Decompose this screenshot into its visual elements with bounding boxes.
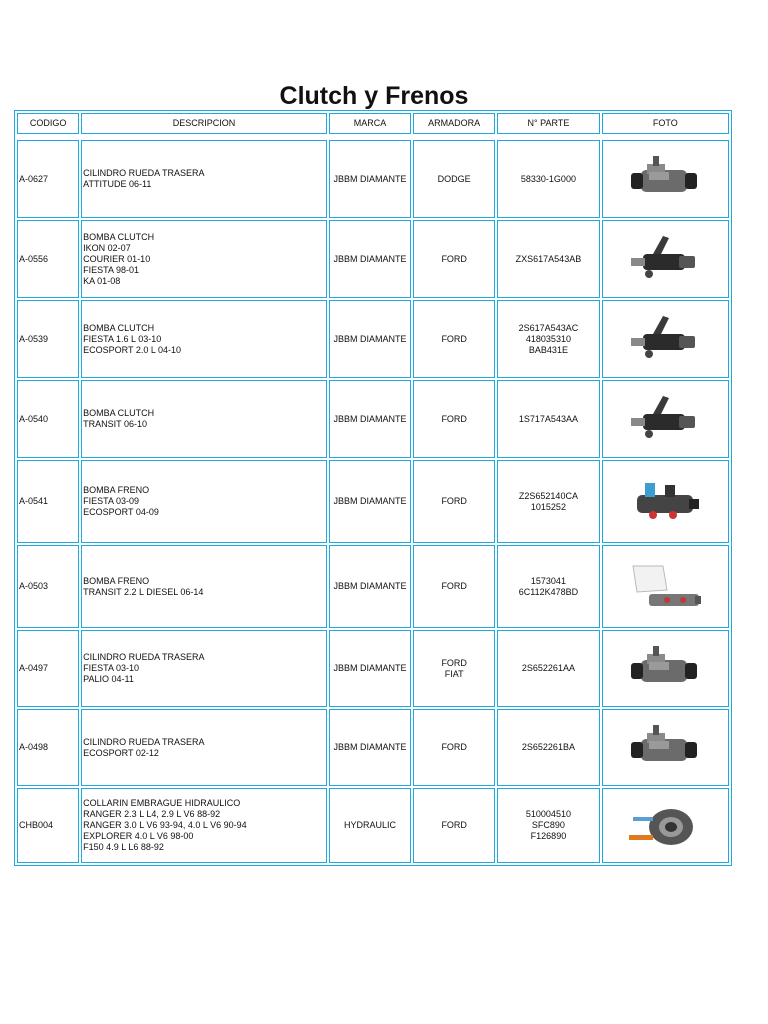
cell-descripcion — [81, 300, 327, 378]
clutch-release-bearing-photo-svg — [623, 795, 707, 857]
cell-descripcion — [81, 220, 327, 298]
parte-line: 6C112K478BD — [518, 586, 579, 597]
cell-armadora — [413, 380, 495, 458]
descripcion-line: EXPLORER 4.0 L V6 98-00 — [83, 831, 194, 841]
descripcion-line: CILINDRO RUEDA TRASERA — [83, 736, 205, 747]
table-row — [17, 545, 729, 628]
descripcion-line: TRANSIT 2.2 L DIESEL 06-14 — [83, 586, 204, 597]
armadora-line: FORD — [441, 333, 467, 344]
table-row — [17, 220, 729, 298]
cell-marca: JBBM DIAMANTE — [329, 140, 411, 218]
descripcion-line: RANGER 3.0 L V6 93-94, 4.0 L V6 90-94 — [83, 820, 247, 830]
table-row — [17, 788, 729, 863]
cell-foto — [602, 630, 729, 707]
descripcion-line: ATTITUDE 06-11 — [83, 179, 152, 189]
parte-line: 1573041 — [530, 575, 566, 586]
cell-codigo: A-0503 — [17, 545, 79, 628]
cell-armadora — [413, 788, 495, 863]
cell-parte — [497, 140, 599, 218]
cell-parte — [497, 630, 599, 707]
cell-marca: JBBM DIAMANTE — [329, 709, 411, 786]
descripcion-line: BOMBA FRENO — [83, 575, 150, 586]
cell-armadora — [413, 545, 495, 628]
cell-descripcion — [81, 460, 327, 543]
armadora-line: FIAT — [444, 668, 464, 679]
parte-line: BAB431E — [528, 344, 568, 355]
table-row — [17, 460, 729, 543]
descripcion-line: IKON 02-07 — [83, 242, 131, 253]
brake-master-cylinder-photo-svg — [623, 471, 707, 533]
cell-foto — [602, 545, 729, 628]
cell-armadora — [413, 709, 495, 786]
descripcion-line: BOMBA CLUTCH — [83, 408, 155, 418]
table-row — [17, 380, 729, 458]
table-body — [17, 140, 729, 863]
wheel-cylinder-photo-svg — [623, 638, 707, 700]
cell-codigo: A-0556 — [17, 220, 79, 298]
cell-codigo: A-0498 — [17, 709, 79, 786]
descripcion-line: FIESTA 98-01 — [83, 264, 140, 275]
descripcion-line: COLLARIN EMBRAGUE HIDRAULICO — [83, 798, 241, 808]
cell-foto — [602, 380, 729, 458]
descripcion-line: TRANSIT 06-10 — [83, 419, 148, 429]
cell-descripcion — [81, 788, 327, 863]
cell-foto — [602, 709, 729, 786]
cell-foto — [602, 300, 729, 378]
wheel-cylinder-photo-svg — [623, 148, 707, 210]
table-row — [17, 709, 729, 786]
header-marca: MARCA — [329, 113, 411, 134]
descripcion-line: BOMBA FRENO — [83, 485, 150, 495]
armadora-line: FORD — [441, 742, 467, 752]
parte-line: SFC890 — [531, 820, 565, 830]
cell-descripcion — [81, 140, 327, 218]
cell-parte — [497, 709, 599, 786]
cell-foto — [602, 788, 729, 863]
armadora-line: FORD — [441, 820, 467, 830]
armadora-line: FORD — [441, 496, 467, 506]
descripcion-line: BOMBA CLUTCH — [83, 322, 155, 333]
cell-codigo: CHB004 — [17, 788, 79, 863]
header-foto: FOTO — [602, 113, 729, 134]
page-title: Clutch y Frenos — [279, 82, 469, 110]
descripcion-line: ECOSPORT 02-12 — [83, 747, 159, 758]
cell-marca: JBBM DIAMANTE — [329, 380, 411, 458]
table-row — [17, 140, 729, 218]
parte-line: ZXS617A543AB — [515, 253, 582, 264]
cell-foto — [602, 140, 729, 218]
header-spacer — [17, 136, 729, 138]
cell-codigo: A-0540 — [17, 380, 79, 458]
clutch-master-cylinder-photo-svg — [623, 228, 707, 290]
armadora-line: FORD — [441, 581, 467, 591]
parte-line: 1S717A543AA — [518, 413, 578, 424]
wheel-cylinder-photo — [604, 638, 727, 700]
cell-armadora — [413, 220, 495, 298]
cell-marca: JBBM DIAMANTE — [329, 545, 411, 628]
cell-codigo: A-0627 — [17, 140, 79, 218]
descripcion-line: FIESTA 03-10 — [83, 663, 140, 673]
table-header-row — [17, 113, 729, 134]
descripcion-line: FIESTA 1.6 L 03-10 — [83, 333, 162, 344]
cell-parte — [497, 545, 599, 628]
cell-armadora — [413, 140, 495, 218]
cell-parte — [497, 788, 599, 863]
parte-line: 2S652261AA — [521, 663, 575, 673]
cell-codigo: A-0539 — [17, 300, 79, 378]
descripcion-line: CILINDRO RUEDA TRASERA — [83, 652, 205, 662]
clutch-master-cylinder-photo — [604, 388, 727, 450]
armadora-line: FORD — [441, 253, 467, 264]
cell-marca: JBBM DIAMANTE — [329, 630, 411, 707]
clutch-master-cylinder-photo — [604, 228, 727, 290]
parte-line: 58330-1G000 — [520, 173, 576, 184]
brake-master-cylinder-photo — [604, 471, 727, 533]
descripcion-line: KA 01-08 — [83, 275, 121, 286]
cell-parte — [497, 300, 599, 378]
cell-marca: JBBM DIAMANTE — [329, 460, 411, 543]
cell-foto — [602, 220, 729, 298]
cell-marca: HYDRAULIC — [329, 788, 411, 863]
cell-parte — [497, 220, 599, 298]
descripcion-line: ECOSPORT 04-09 — [83, 507, 159, 517]
descripcion-line: FIESTA 03-09 — [83, 496, 140, 506]
parte-line: 510004510 — [525, 809, 571, 819]
clutch-master-cylinder-photo — [604, 308, 727, 370]
cell-armadora — [413, 300, 495, 378]
cell-descripcion — [81, 380, 327, 458]
armadora-line: FORD — [441, 657, 467, 668]
clutch-release-bearing-photo — [604, 795, 727, 857]
wheel-cylinder-photo — [604, 148, 727, 210]
descripcion-line: PALIO 04-11 — [83, 674, 134, 684]
descripcion-line: CILINDRO RUEDA TRASERA — [83, 168, 205, 178]
cell-marca: JBBM DIAMANTE — [329, 300, 411, 378]
cell-armadora — [413, 630, 495, 707]
cell-armadora — [413, 460, 495, 543]
descripcion-line: ECOSPORT 2.0 L 04-10 — [83, 344, 182, 355]
cell-foto — [602, 460, 729, 543]
brake-master-cylinder-reservoir-photo — [604, 556, 727, 618]
clutch-master-cylinder-photo-svg — [623, 388, 707, 450]
cell-parte — [497, 380, 599, 458]
parte-line: 2S617A543AC — [518, 322, 579, 333]
header-codigo: CODIGO — [17, 113, 79, 134]
parte-line: 1015252 — [530, 501, 566, 512]
cell-descripcion — [81, 709, 327, 786]
descripcion-line: BOMBA CLUTCH — [83, 231, 155, 242]
wheel-cylinder-photo-svg — [623, 717, 707, 779]
cell-descripcion — [81, 545, 327, 628]
clutch-master-cylinder-photo-svg — [623, 308, 707, 370]
cell-parte — [497, 460, 599, 543]
table-row — [17, 300, 729, 378]
header-parte: N° PARTE — [497, 113, 599, 134]
parte-line: 418035310 — [525, 333, 571, 344]
header-armadora: ARMADORA — [413, 113, 495, 134]
parte-line: 2S652261BA — [521, 742, 575, 752]
armadora-line: FORD — [441, 413, 467, 424]
header-descripcion: DESCRIPCION — [81, 113, 327, 134]
descripcion-line: F150 4.9 L L6 88-92 — [83, 842, 164, 852]
parte-line: Z2S652140CA — [518, 490, 578, 501]
descripcion-line: RANGER 2.3 L L4, 2.9 L V6 88-92 — [83, 809, 221, 819]
cell-descripcion — [81, 630, 327, 707]
brake-master-cylinder-reservoir-photo-svg — [623, 556, 707, 618]
wheel-cylinder-photo — [604, 717, 727, 779]
parts-table — [14, 110, 732, 866]
cell-codigo: A-0541 — [17, 460, 79, 543]
cell-marca: JBBM DIAMANTE — [329, 220, 411, 298]
parte-line: F126890 — [530, 831, 567, 841]
armadora-line: DODGE — [437, 173, 471, 184]
cell-codigo: A-0497 — [17, 630, 79, 707]
table-row — [17, 630, 729, 707]
descripcion-line: COURIER 01-10 — [83, 253, 151, 264]
